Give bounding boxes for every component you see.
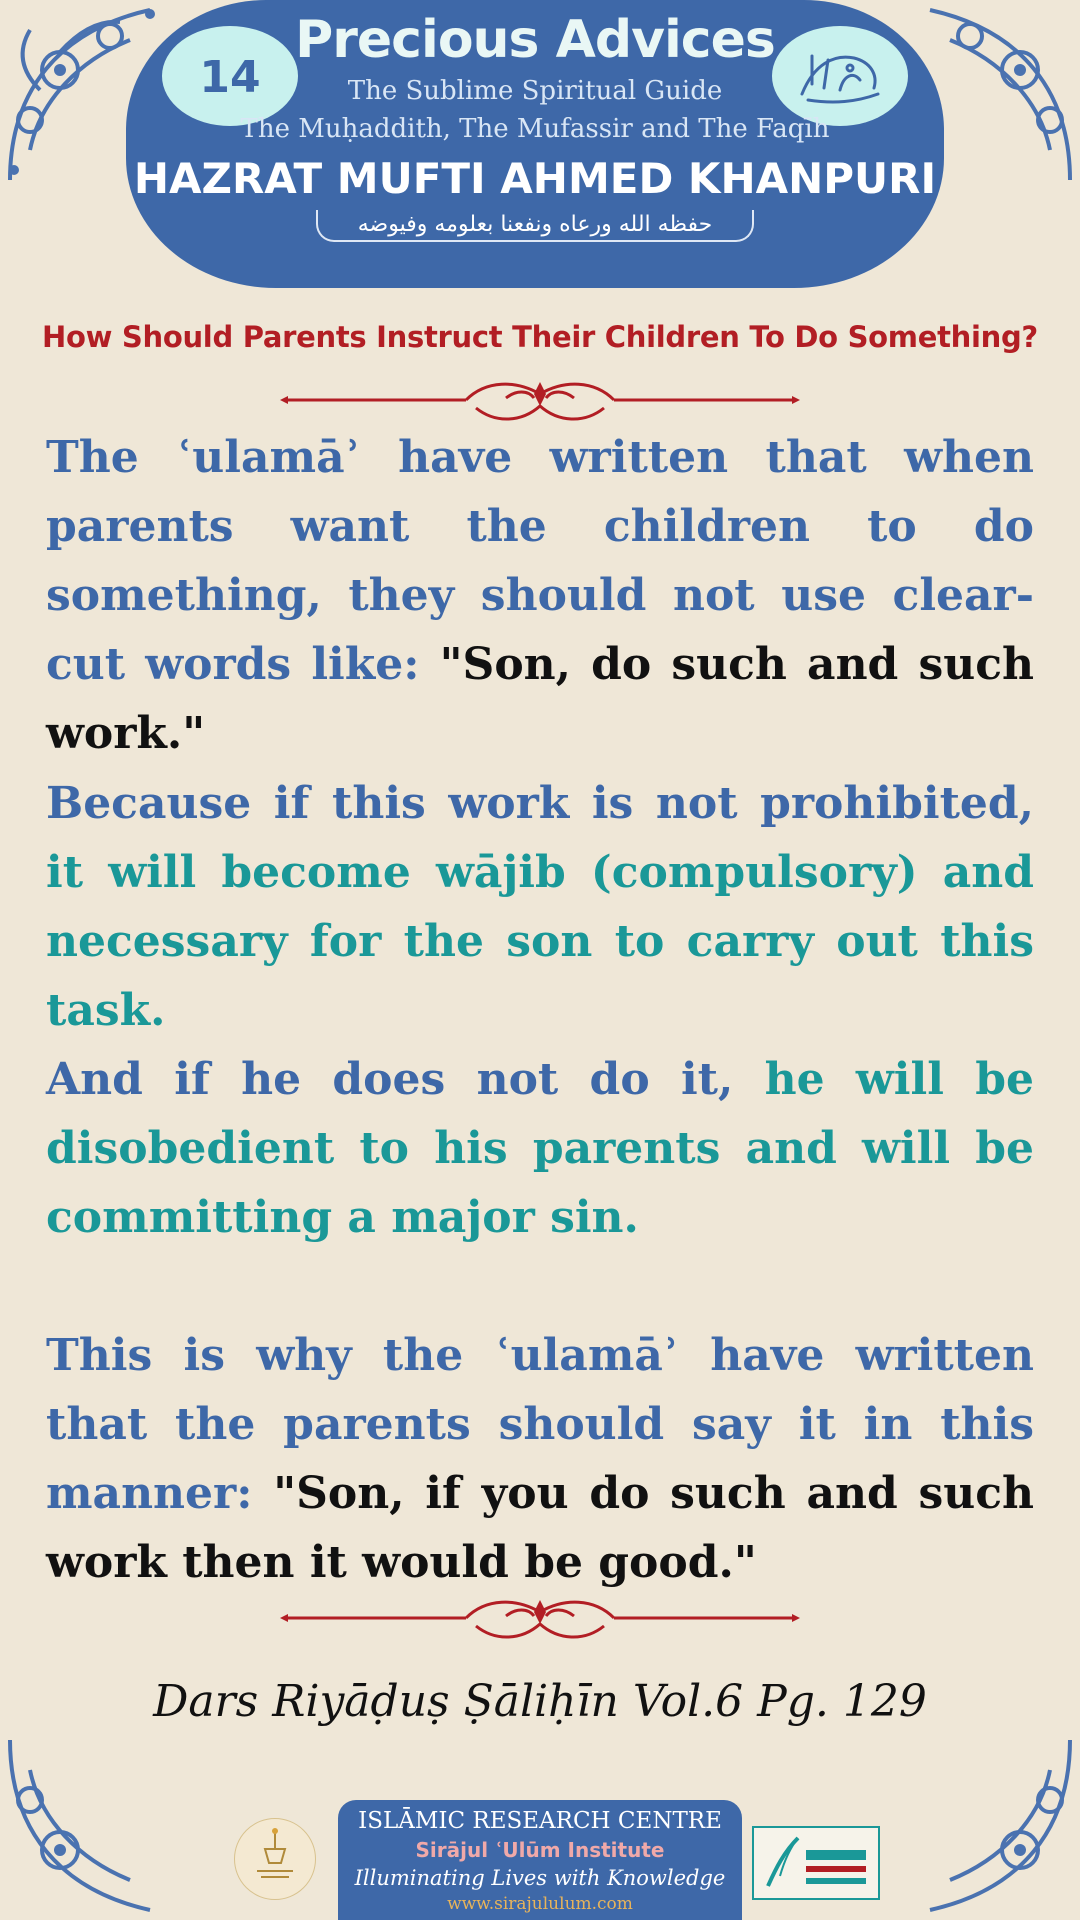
arabic-dua: حفظه الله ورعاه ونفعنا بعلومه وفيوضه — [316, 210, 754, 242]
footer-centre-name: ISLĀMIC RESEARCH CENTRE — [358, 1808, 722, 1834]
paragraph-4-quote: "Son, if you do such and such work then it would be good." — [46, 1468, 1034, 1588]
floral-corner-ornament-icon — [890, 1730, 1080, 1920]
header-banner — [126, 0, 944, 288]
floral-corner-ornament-icon — [0, 1730, 190, 1920]
ornamental-divider-icon — [276, 1590, 804, 1650]
footer-tagline: Illuminating Lives with Knowledge — [354, 1866, 726, 1890]
paragraph-1 — [46, 423, 1034, 768]
paragraph-2-text: Because if this work is not prohibited, — [46, 778, 1034, 829]
header-subtitle-titles: The Muḥaddith, The Mufassir and The Faqīh — [240, 114, 830, 144]
paragraph-2 — [46, 769, 1034, 1045]
footer-institute-name: Sirājul ʿUlūm Institute — [415, 1838, 665, 1862]
series-number: 14 — [199, 52, 261, 103]
research-centre-logo — [752, 1826, 880, 1900]
paragraph-2-emphasis: it will become wājib (compulsory) and necessary for the son to carry out this task. — [46, 847, 1034, 1036]
institute-lamp-icon — [235, 1819, 315, 1899]
header-title: Precious Advices — [295, 10, 775, 70]
quill-book-icon — [754, 1828, 878, 1898]
sirajul-ulum-institute-logo — [234, 1818, 316, 1900]
footer-website-link[interactable]: www.sirajululum.com — [447, 1894, 633, 1914]
source-citation: Dars Riyāḍuṣ Ṣāliḥīn Vol.6 Pg. 129 — [153, 1676, 927, 1727]
paragraph-1-quote: "Son, do such and such work." — [46, 639, 1035, 759]
paragraph-4-text: This is why the ʿulamāʾ have written that the parents should say it in this manner: — [46, 1330, 1034, 1519]
paragraph-3-text: And if he does not do it, — [46, 1054, 765, 1105]
footer-institute-banner — [338, 1800, 742, 1920]
scholar-name: HAZRAT MUFTI AHMED KHANPURI — [133, 154, 937, 203]
header-subtitle-guide: The Sublime Spiritual Guide — [347, 76, 723, 106]
paragraph-3 — [46, 1045, 1034, 1252]
paragraph-1-text: The ʿulamāʾ have written that when parents want the children to do something, they should not use clear-cut words like: — [46, 432, 1034, 690]
paragraph-4 — [46, 1321, 1034, 1597]
topic-heading: How Should Parents Instruct Their Children To Do Something? — [42, 320, 1038, 354]
paragraph-3-emphasis: he will be disobedient to his parents and will be committing a major sin. — [46, 1054, 1035, 1243]
